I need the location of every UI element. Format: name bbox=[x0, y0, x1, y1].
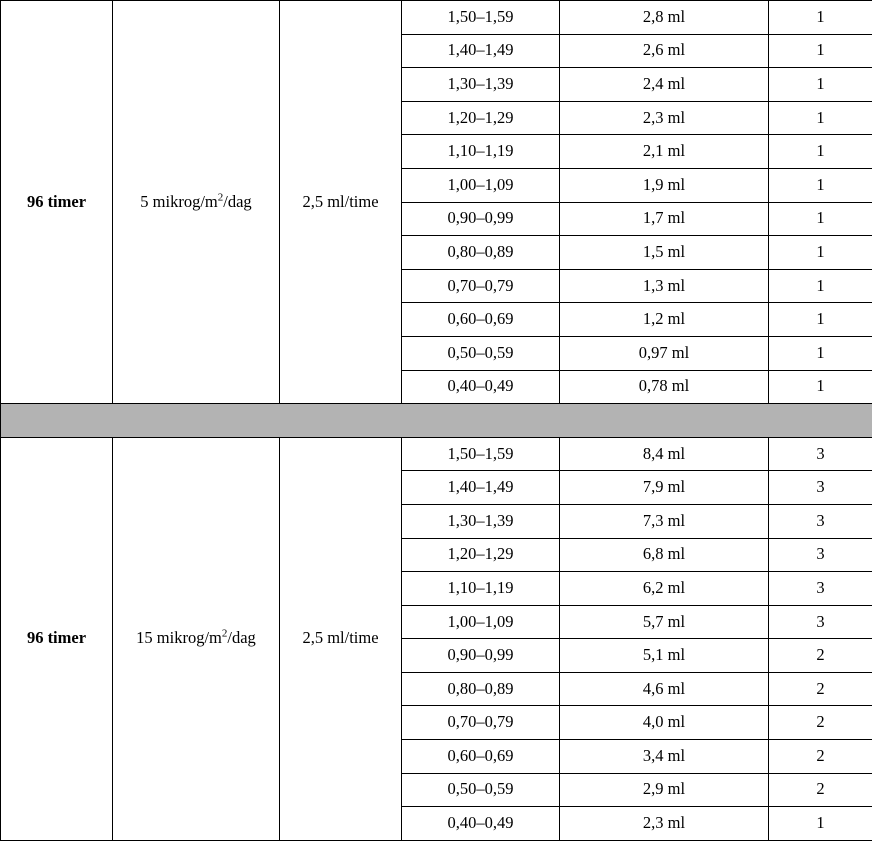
cell-vials: 3 bbox=[769, 471, 872, 505]
cell-volume: 6,2 ml bbox=[560, 572, 769, 606]
cell-volume: 7,9 ml bbox=[560, 471, 769, 505]
cell-volume: 2,3 ml bbox=[560, 101, 769, 135]
cell-volume: 5,7 ml bbox=[560, 605, 769, 639]
cell-bsa: 1,50–1,59 bbox=[402, 437, 560, 471]
cell-volume: 4,0 ml bbox=[560, 706, 769, 740]
cell-vials: 2 bbox=[769, 773, 872, 807]
cell-bsa: 0,70–0,79 bbox=[402, 269, 560, 303]
cell-bsa: 0,40–0,49 bbox=[402, 807, 560, 841]
dosing-table-body bbox=[1, 1, 872, 841]
cell-volume: 1,2 ml bbox=[560, 303, 769, 337]
dose-tail: /dag bbox=[223, 191, 252, 211]
table-row bbox=[1, 437, 872, 471]
cell-volume: 2,4 ml bbox=[560, 68, 769, 102]
cell-vials: 3 bbox=[769, 437, 872, 471]
cell-volume: 6,8 ml bbox=[560, 538, 769, 572]
cell-bsa: 0,80–0,89 bbox=[402, 236, 560, 270]
cell-vials: 2 bbox=[769, 672, 872, 706]
cell-rate: 2,5 ml/time bbox=[280, 437, 402, 840]
cell-vials: 1 bbox=[769, 269, 872, 303]
cell-vials: 1 bbox=[769, 68, 872, 102]
cell-bsa: 1,50–1,59 bbox=[402, 1, 560, 35]
cell-vials: 1 bbox=[769, 101, 872, 135]
cell-dose bbox=[113, 1, 280, 404]
cell-volume: 2,8 ml bbox=[560, 1, 769, 35]
block-separator bbox=[1, 404, 872, 438]
cell-bsa: 1,20–1,29 bbox=[402, 101, 560, 135]
cell-dose bbox=[113, 437, 280, 840]
cell-bsa: 1,30–1,39 bbox=[402, 504, 560, 538]
cell-bsa: 0,60–0,69 bbox=[402, 740, 560, 774]
cell-volume: 1,7 ml bbox=[560, 202, 769, 236]
cell-vials: 2 bbox=[769, 706, 872, 740]
cell-vials: 1 bbox=[769, 202, 872, 236]
cell-vials: 3 bbox=[769, 504, 872, 538]
dose-tail: /dag bbox=[227, 628, 256, 648]
cell-bsa: 1,10–1,19 bbox=[402, 572, 560, 606]
dose-text: 5 mikrog/m bbox=[140, 191, 218, 211]
cell-vials: 3 bbox=[769, 538, 872, 572]
cell-bsa: 1,40–1,49 bbox=[402, 34, 560, 68]
cell-vials: 1 bbox=[769, 34, 872, 68]
cell-vials: 1 bbox=[769, 168, 872, 202]
cell-volume: 8,4 ml bbox=[560, 437, 769, 471]
block-separator-row bbox=[1, 404, 872, 438]
cell-volume: 0,78 ml bbox=[560, 370, 769, 404]
cell-volume: 2,1 ml bbox=[560, 135, 769, 169]
cell-bsa: 1,40–1,49 bbox=[402, 471, 560, 505]
cell-rate: 2,5 ml/time bbox=[280, 1, 402, 404]
cell-bsa: 1,30–1,39 bbox=[402, 68, 560, 102]
cell-vials: 1 bbox=[769, 303, 872, 337]
cell-bsa: 0,70–0,79 bbox=[402, 706, 560, 740]
cell-vials: 3 bbox=[769, 605, 872, 639]
cell-bsa: 0,50–0,59 bbox=[402, 336, 560, 370]
cell-volume: 0,97 ml bbox=[560, 336, 769, 370]
cell-volume: 1,5 ml bbox=[560, 236, 769, 270]
dose-exponent: 2 bbox=[221, 627, 228, 640]
cell-volume: 3,4 ml bbox=[560, 740, 769, 774]
cell-volume: 1,9 ml bbox=[560, 168, 769, 202]
cell-bsa: 0,40–0,49 bbox=[402, 370, 560, 404]
cell-bsa: 1,10–1,19 bbox=[402, 135, 560, 169]
cell-volume: 2,9 ml bbox=[560, 773, 769, 807]
cell-bsa: 0,60–0,69 bbox=[402, 303, 560, 337]
cell-vials: 1 bbox=[769, 807, 872, 841]
cell-vials: 1 bbox=[769, 336, 872, 370]
cell-duration: 96 timer bbox=[1, 437, 113, 840]
cell-volume: 1,3 ml bbox=[560, 269, 769, 303]
cell-vials: 1 bbox=[769, 236, 872, 270]
cell-vials: 1 bbox=[769, 135, 872, 169]
cell-volume: 5,1 ml bbox=[560, 639, 769, 673]
cell-vials: 2 bbox=[769, 639, 872, 673]
table-row bbox=[1, 1, 872, 35]
cell-vials: 2 bbox=[769, 740, 872, 774]
cell-volume: 7,3 ml bbox=[560, 504, 769, 538]
cell-volume: 4,6 ml bbox=[560, 672, 769, 706]
dose-text: 15 mikrog/m bbox=[136, 628, 222, 648]
cell-volume: 2,6 ml bbox=[560, 34, 769, 68]
cell-bsa: 1,00–1,09 bbox=[402, 605, 560, 639]
cell-bsa: 1,20–1,29 bbox=[402, 538, 560, 572]
cell-vials: 1 bbox=[769, 370, 872, 404]
cell-bsa: 1,00–1,09 bbox=[402, 168, 560, 202]
cell-bsa: 0,50–0,59 bbox=[402, 773, 560, 807]
cell-vials: 1 bbox=[769, 1, 872, 35]
cell-vials: 3 bbox=[769, 572, 872, 606]
dose-exponent: 2 bbox=[217, 191, 224, 204]
cell-bsa: 0,90–0,99 bbox=[402, 639, 560, 673]
cell-bsa: 0,80–0,89 bbox=[402, 672, 560, 706]
cell-volume: 2,3 ml bbox=[560, 807, 769, 841]
cell-duration: 96 timer bbox=[1, 1, 113, 404]
cell-bsa: 0,90–0,99 bbox=[402, 202, 560, 236]
